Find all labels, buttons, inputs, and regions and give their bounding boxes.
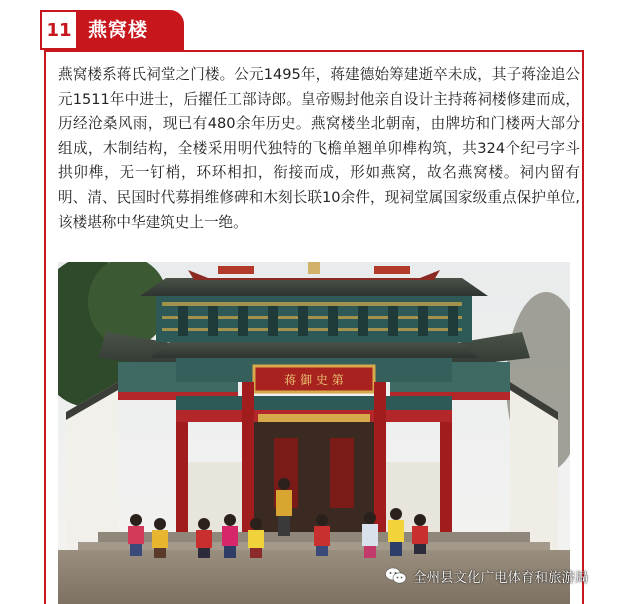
watermark-text: 全州县文化广电体育和旅游局 (413, 570, 589, 586)
plaque-text: 蒋 御 史 第 (284, 373, 344, 387)
article-paragraph: 燕窝楼系蒋氏祠堂之门楼。公元1495年，蒋建德始筹建逝卒未成，其子蒋淦追公元1511年中进士，后擢任工部诗郎。皇帝赐封他亲自设计主持蒋祠楼修建而成，历经沧桑风雨，现已有480余年历史。燕窝楼坐北朝南，由牌坊和门楼两大部分组成，木制结构，全楼采用明代独特的飞檐单翘单卯榫构筑，共324个纪弓字斗拱卯榫，无一钉梢，环环相扣，衔接而成，形如燕窝，故名燕窝楼。祠内留有明、清、民国时代募捐维修碑和木刻长联10余件，现祠堂属国家级重点保护单位,该楼堪称中华建筑史上一绝。 (58, 66, 580, 231)
section-tab (40, 10, 184, 50)
wechat-icon (385, 567, 407, 585)
section-number: 11 (40, 10, 78, 50)
watermark (385, 565, 589, 587)
section-title: 燕窝楼 (88, 19, 149, 41)
gate-tower-photo (58, 262, 570, 604)
